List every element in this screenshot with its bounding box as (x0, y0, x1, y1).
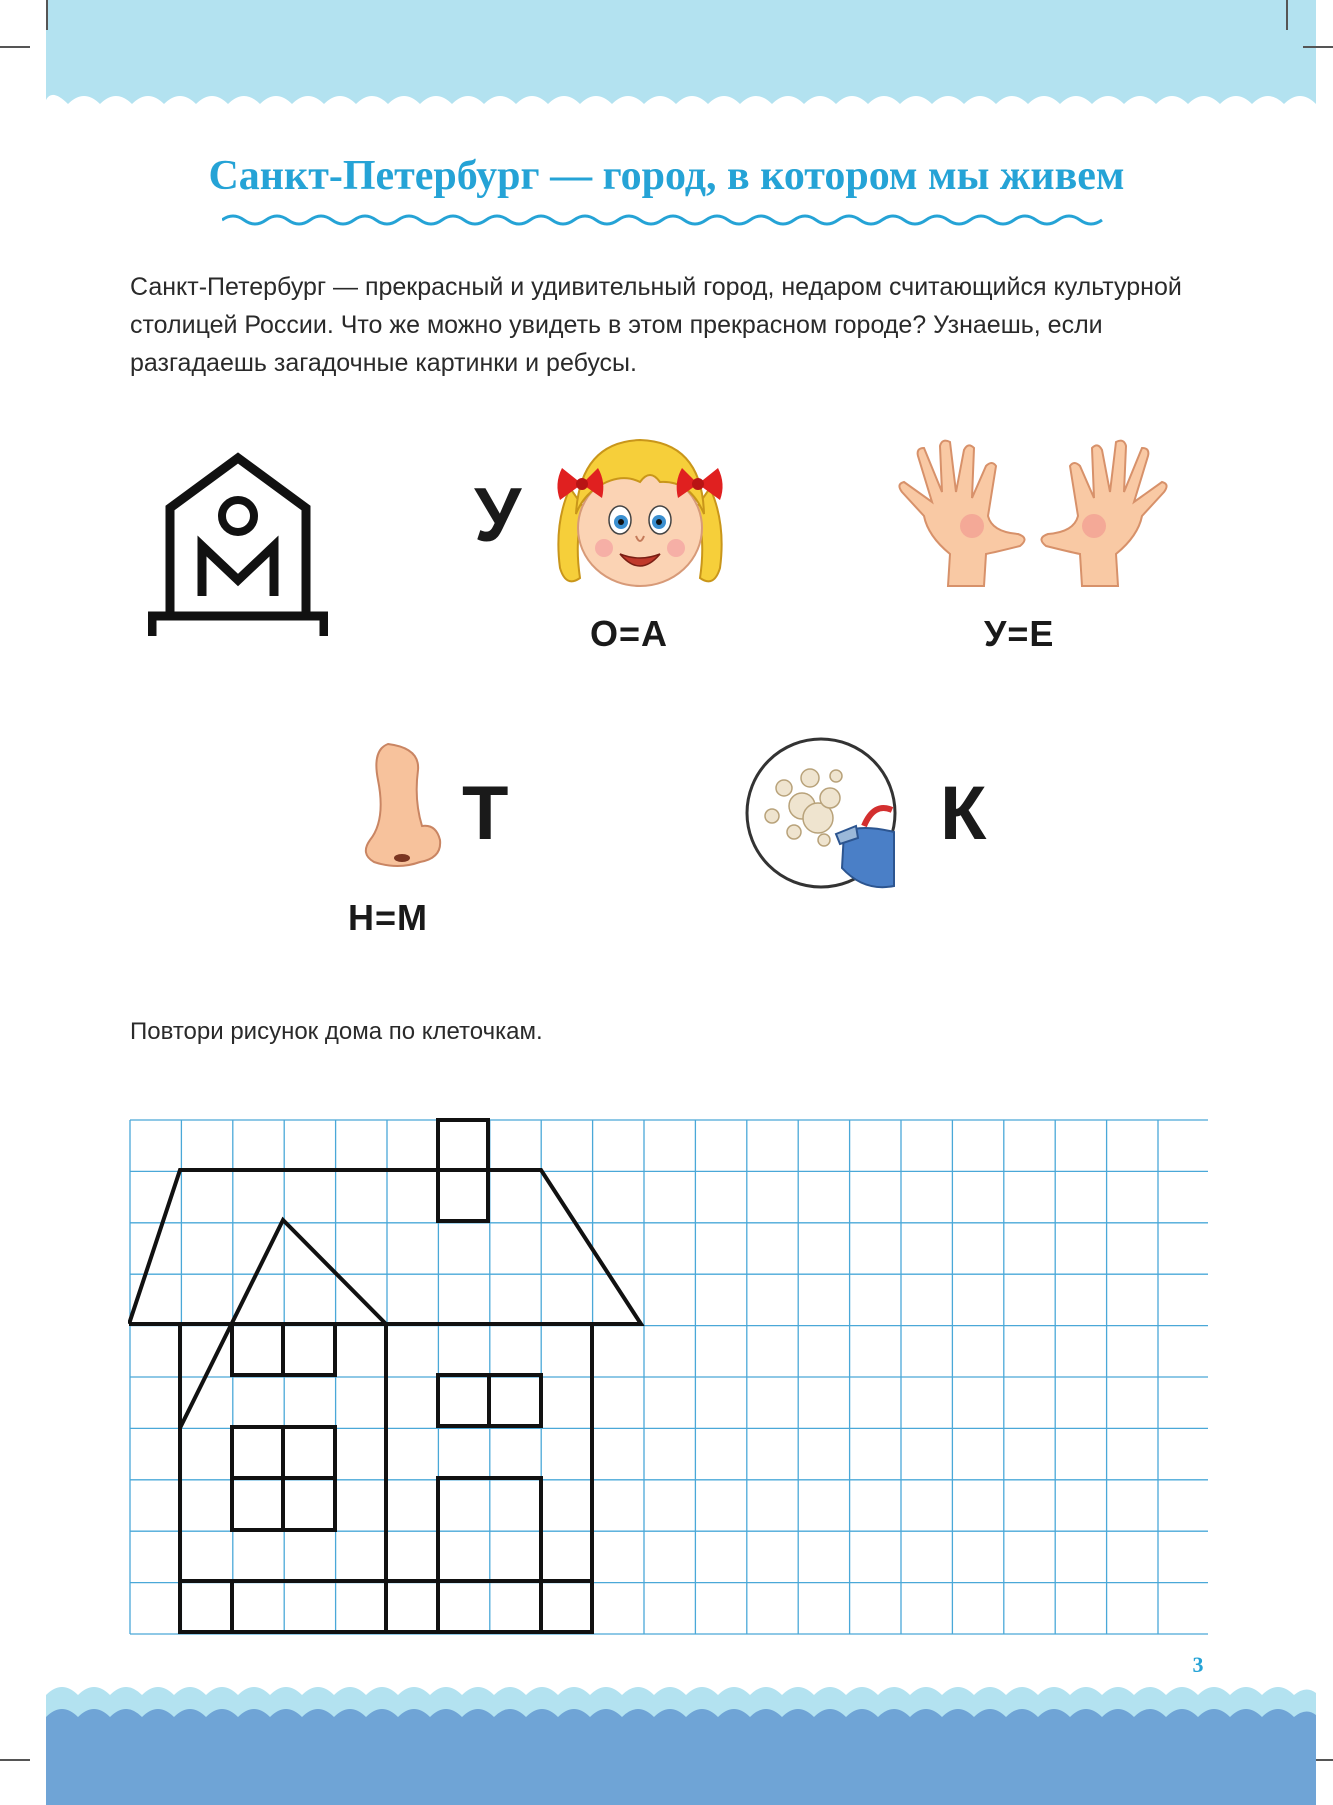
crop-mark (0, 46, 30, 48)
rebus-letter-k: К (940, 771, 987, 856)
open-hands-icon (888, 436, 1178, 596)
rebus-letter-t: Т (462, 771, 509, 856)
bottom-wave-band (0, 1655, 1333, 1805)
house-with-letters-icon (148, 448, 328, 638)
house-drawing (129, 1120, 641, 1632)
kettle-steam-icon (744, 736, 898, 890)
bottom-wave-dark (46, 1709, 1316, 1805)
rebus-letter-u: У (474, 473, 522, 558)
title-wave-underline (222, 210, 1112, 230)
grid-instruction: Повтори рисунок дома по клеточкам. (130, 1018, 543, 1045)
crop-mark (1303, 46, 1333, 48)
top-wave-shape (46, 0, 1316, 104)
top-wave-band (0, 0, 1333, 130)
intro-paragraph: Санкт-Петербург — прекрасный и удивительный город, недаром считающийся культурной столицей России. Что же можно увидеть в этом прекрасном городе? Узнаешь, если разгадаешь загадочные картинки и ребусы. (130, 273, 1182, 377)
page-title: Санкт-Петербург — город, в котором мы живем (208, 153, 1125, 199)
rebus-hint-n-m: Н=М (348, 897, 429, 938)
rebus-hint-o-a: О=А (590, 613, 669, 654)
girl-face-icon (540, 428, 740, 593)
crop-mark (1286, 0, 1288, 30)
crop-mark (46, 0, 48, 30)
rebus-hint-u-e: У=Е (984, 613, 1055, 654)
nose-icon (358, 740, 448, 870)
drawing-grid (128, 1118, 1208, 1638)
page-number: 3 (1192, 1652, 1204, 1677)
